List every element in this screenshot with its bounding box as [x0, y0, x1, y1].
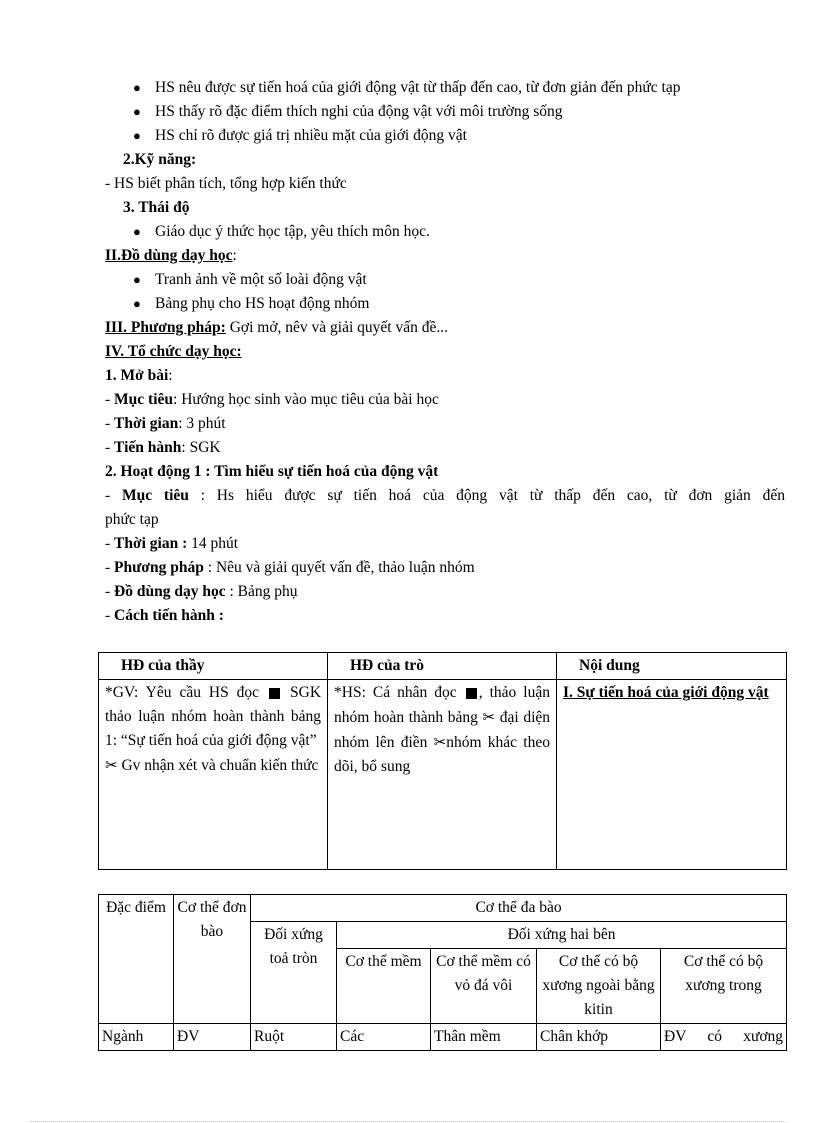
table-cell: Thân mềm	[431, 1024, 537, 1051]
materials-bullet: ● Tranh ảnh về một số loài động vật	[105, 268, 785, 292]
activity1-goal: - Mục tiêu : Hs hiểu được sự tiến hoá của động vật từ thấp đến cao, từ đơn giản đến	[105, 487, 785, 504]
objective-text: HS chỉ rõ được giá trị nhiều mặt của giới động vật	[155, 127, 467, 144]
col-exoskeleton: Cơ thể có bộ xương ngoài bằng kitin	[537, 949, 661, 1024]
methods-line: III. Phương pháp: Gợi mở, nêv và giải quyết vấn đề...	[105, 319, 448, 336]
col-endoskeleton: Cơ thể có bộ xương trong	[661, 949, 787, 1024]
intro-process: - Tiến hành: SGK	[105, 439, 221, 456]
document-page	[105, 76, 785, 628]
teacher-activity-cell: *GV: Yêu cầu HS đọc SGK thảo luận nhóm hoàn thành bảng 1: “Sự tiến hoá của giới động vật” ✂ Gv nhận xét và chuẩn kiến thức	[99, 680, 328, 870]
objective-text-part1: HS nêu được sự tiến hoá của giới động vật từ thấp đến cao, từ đơn giản đến phức tạp	[155, 79, 681, 96]
objective-bullet	[105, 76, 785, 100]
page-bottom-rule	[30, 1121, 786, 1122]
table-cell: Ngành	[99, 1024, 174, 1051]
col-radial: Đối xứng toả tròn	[251, 922, 337, 1024]
skills-text: - HS biết phân tích, tổng hợp kiến thức	[105, 175, 347, 192]
activity1-time: - Thời gian : 14 phút	[105, 535, 239, 552]
table-cell: Các	[337, 1024, 431, 1051]
book-square-icon	[466, 688, 477, 699]
header-student: HĐ của trò	[328, 653, 557, 680]
attitude-bullet: ● Giáo dục ý thức học tập, yêu thích môn học.	[105, 220, 785, 244]
bullet-icon: ●	[133, 272, 141, 287]
header-content: Nội dung	[557, 653, 787, 680]
scissors-icon: ✂	[433, 733, 447, 751]
activity1-process: - Cách tiến hành :	[105, 607, 224, 624]
intro-goal: - Mục tiêu: Hướng học sinh vào mục tiêu của bài học	[105, 391, 439, 408]
header-teacher: HĐ của thầy	[99, 653, 328, 680]
col-bilateral: Đối xứng hai bên	[337, 922, 787, 949]
bullet-icon: ●	[133, 104, 141, 119]
scissors-icon: ✂	[482, 708, 496, 726]
activity1-method: - Phương pháp : Nêu và giải quyết vấn đề, thảo luận nhóm	[105, 559, 475, 576]
col-soft-body: Cơ thể mềm	[337, 949, 431, 1024]
objective-bullet	[105, 100, 785, 124]
bullet-icon: ●	[133, 128, 141, 143]
book-square-icon	[269, 688, 280, 699]
student-activity-cell: *HS: Cá nhân đọc , thảo luận nhóm hoàn thành bảng ✂ đại diện nhóm lên điền ✂nhóm khác theo dõi, bổ sung	[328, 680, 557, 870]
bullet-icon: ●	[133, 296, 141, 311]
activity1-heading: 2. Hoạt động 1 : Tìm hiểu sự tiến hoá của động vật	[105, 463, 439, 480]
table-cell: Chân khớp	[537, 1024, 661, 1051]
col-unicellular: Cơ thể đơn bào	[174, 895, 251, 1024]
activity1-materials: - Đồ dùng dạy học : Bảng phụ	[105, 583, 298, 600]
col-shell: Cơ thể mềm có vỏ đá vôi	[431, 949, 537, 1024]
objective-text: HS thấy rõ đặc điểm thích nghi của động vật với môi trường sống	[155, 103, 563, 120]
materials-bullet: ● Bảng phụ cho HS hoạt động nhóm	[105, 292, 785, 316]
col-multicellular: Cơ thể đa bào	[251, 895, 787, 922]
activity1-goal-cont: phức tạp	[105, 511, 159, 528]
objective-bullet	[105, 124, 785, 148]
table-cell: ĐV	[174, 1024, 251, 1051]
attitude-heading: 3. Thái độ	[123, 199, 190, 216]
materials-heading: II.Đồ dùng dạy học:	[105, 247, 237, 264]
table-cell: Ruột	[251, 1024, 337, 1051]
bullet-icon: ●	[133, 80, 141, 95]
content-cell: I. Sự tiến hoá của giới động vật	[557, 680, 787, 870]
table-cell: ĐV có xương	[661, 1024, 787, 1051]
intro-time: - Thời gian: 3 phút	[105, 415, 226, 432]
bullet-icon: ●	[133, 224, 141, 239]
skills-heading: 2.Kỹ năng:	[123, 151, 197, 168]
organization-heading: IV. Tổ chức dạy học:	[105, 343, 242, 360]
col-feature: Đặc điểm	[99, 895, 174, 1024]
intro-heading: 1. Mở bài:	[105, 367, 173, 384]
activity-table	[98, 652, 787, 870]
scissors-icon: ✂	[105, 756, 118, 774]
evolution-table	[98, 894, 787, 1051]
